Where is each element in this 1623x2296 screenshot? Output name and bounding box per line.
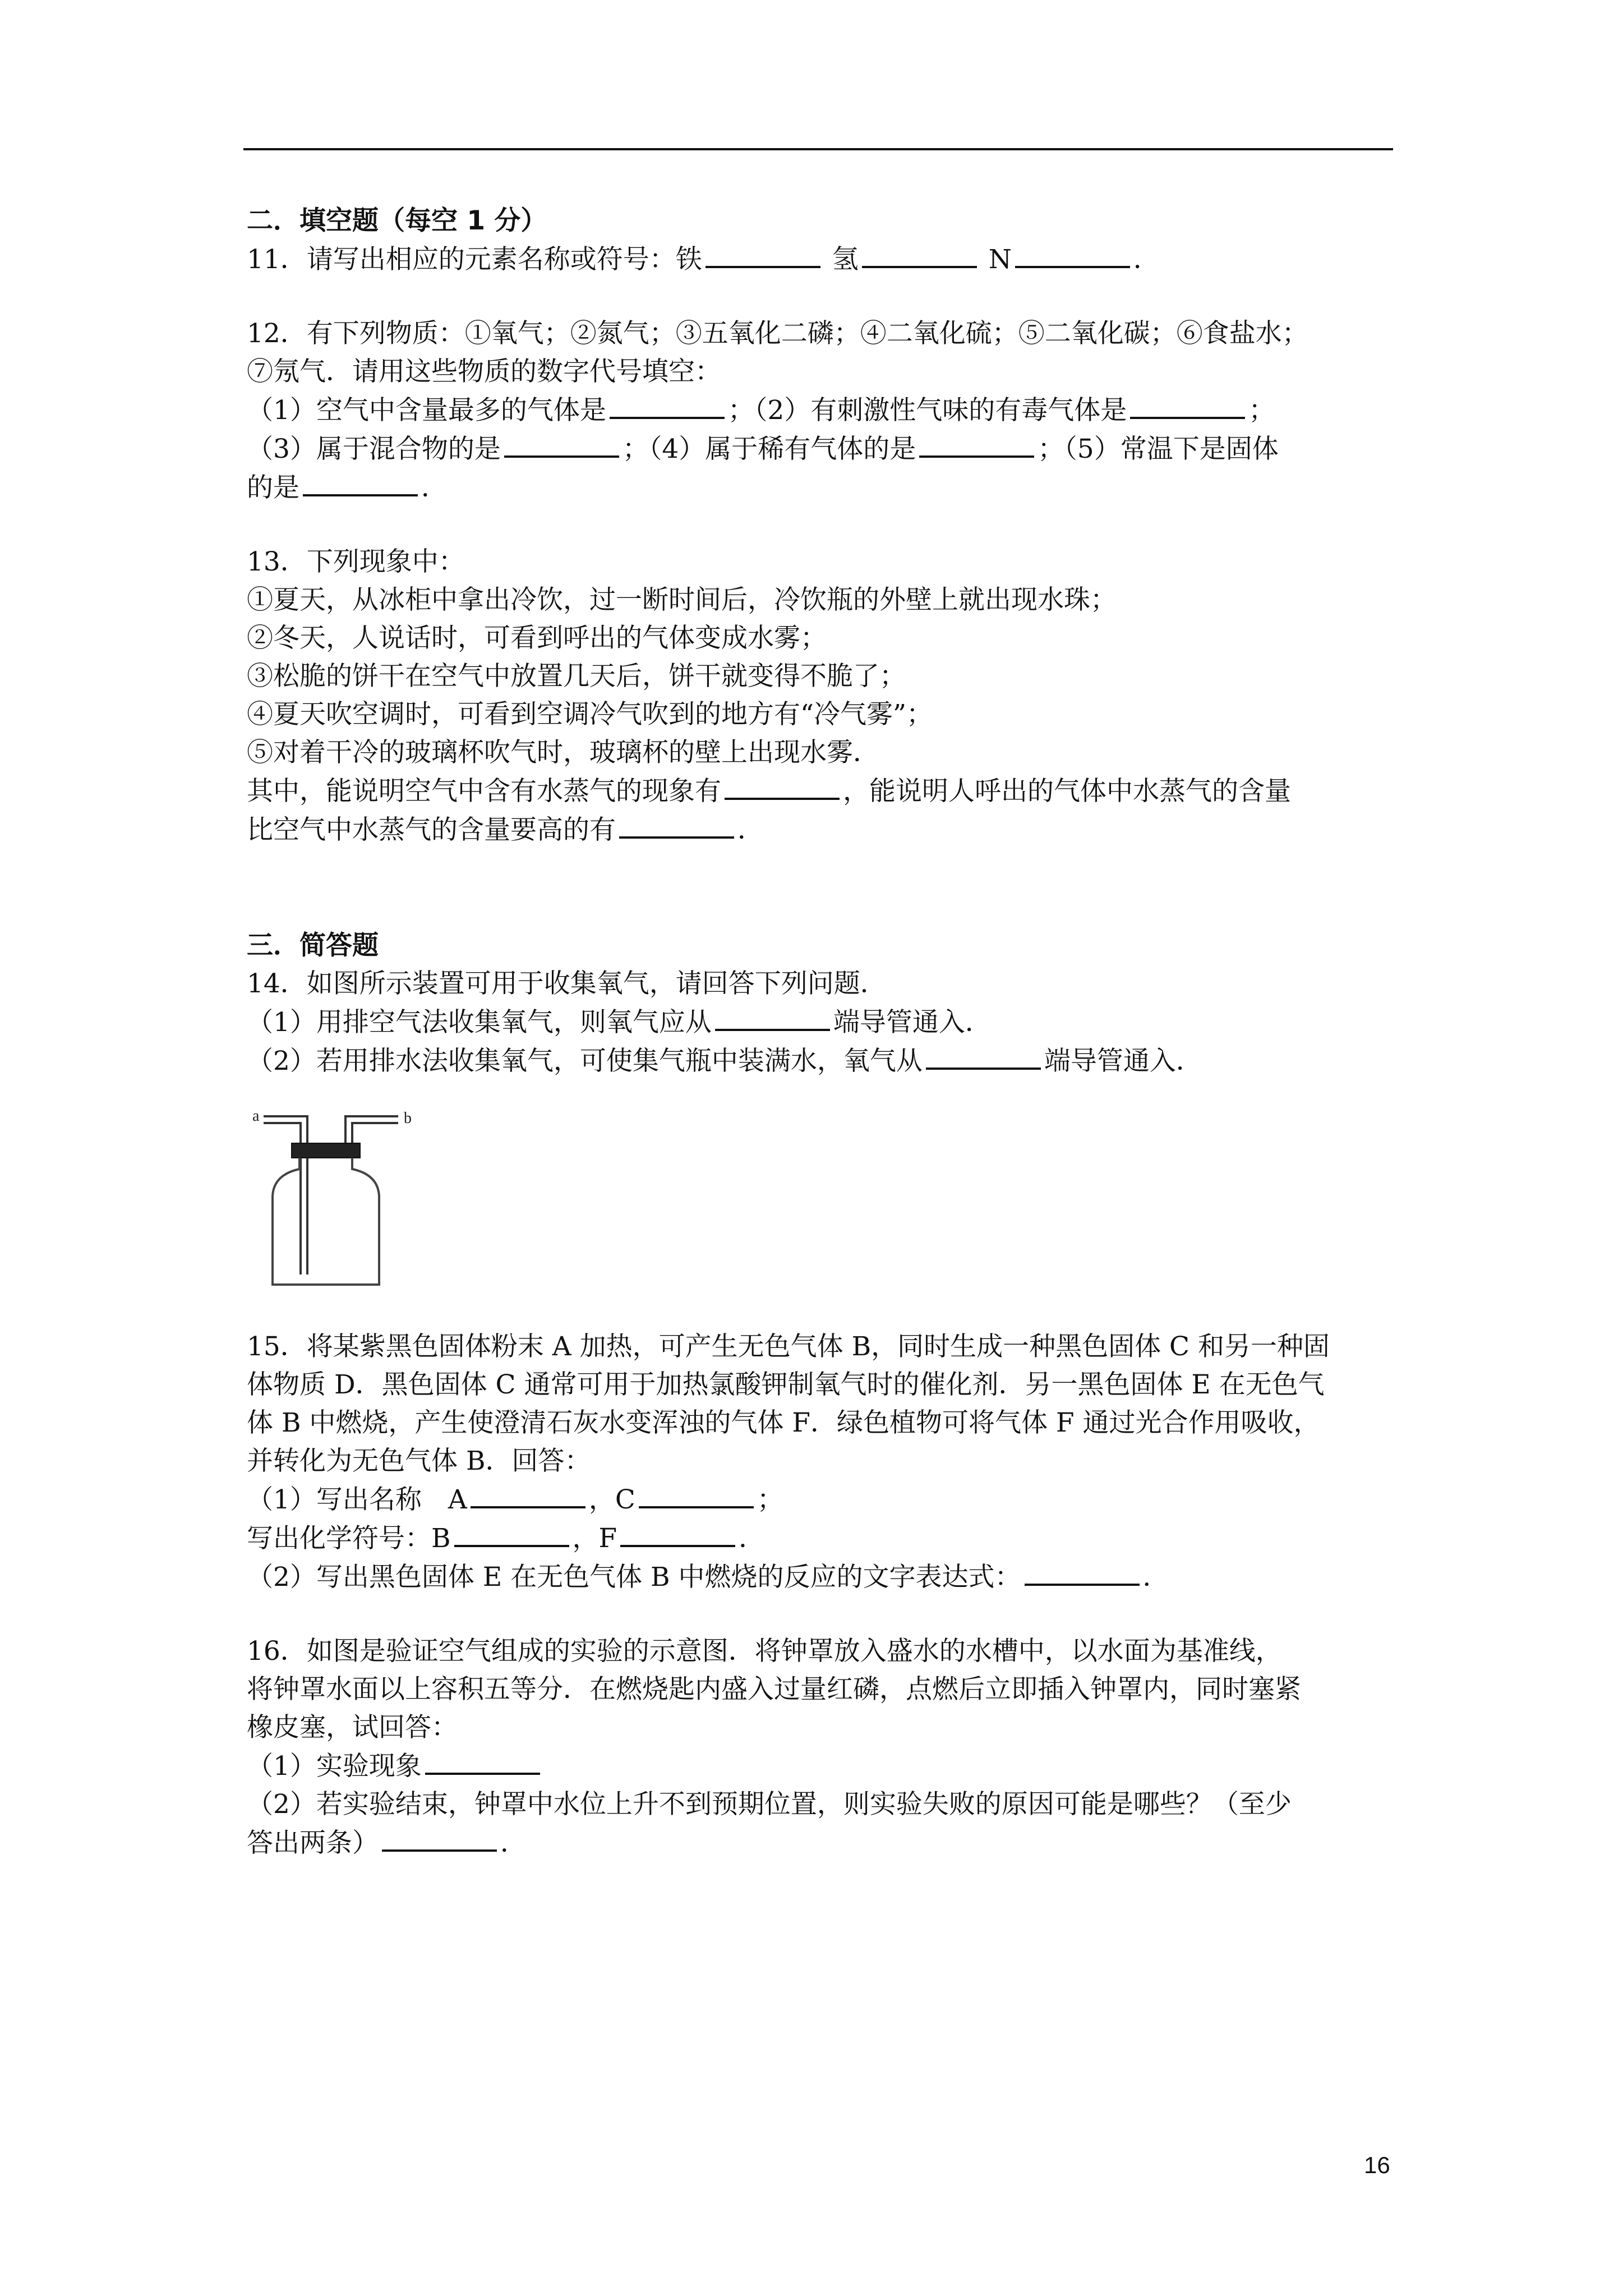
question-13-summary2: 比空气中水蒸气的含量要高的有 ． xyxy=(247,811,1391,849)
question-15-part2: （2）写出黑色固体 E 在无色气体 B 中燃烧的反应的文字表达式： ． xyxy=(247,1558,1391,1596)
question-14-part1: （1）用排空气法收集氧气，则氧气应从 端导管通入． xyxy=(247,1003,1391,1042)
answer-blank[interactable] xyxy=(862,240,977,268)
question-15-line2: 体物质 D．黑色固体 C 通常可用于加热氯酸钾制氧气时的催化剂．另一黑色固体 E 在无色气 xyxy=(247,1369,1325,1400)
question-15-line1: 15．将某紫黑色固体粉末 A 加热，可产生无色气体 B，同时生成一种黑色固体 C 和另一种固 xyxy=(247,1331,1330,1362)
question-15-symbols: 写出化学符号：B ，F ． xyxy=(247,1519,1391,1558)
question-14-part2: （2）若用排水法收集氧气，可使集气瓶中装满水，氧气从 端导管通入． xyxy=(247,1042,1391,1080)
section-3-title: 三．简答题 xyxy=(247,930,379,961)
question-13-item1: ①夏天，从冰柜中拿出冷饮，过一断时间后，冷饮瓶的外壁上就出现水珠； xyxy=(247,585,1117,615)
answer-blank[interactable] xyxy=(725,772,840,800)
answer-blank[interactable] xyxy=(610,391,725,419)
question-12-line4: （3）属于混合物的是 ；（4）属于稀有气体的是 ；（5）常温下是固体 xyxy=(247,430,1391,468)
answer-blank[interactable] xyxy=(619,811,734,839)
document-body xyxy=(247,202,1391,1862)
question-12-line1: 12．有下列物质：①氧气；②氮气；③五氧化二磷；④二氧化硫；⑤二氧化碳；⑥食盐水； xyxy=(247,318,1308,349)
question-16-line1: 16．如图是验证空气组成的实验的示意图．将钟罩放入盛水的水槽中，以水面为基准线， xyxy=(247,1636,1282,1667)
answer-blank[interactable] xyxy=(715,1003,830,1031)
page-number: 16 xyxy=(1364,2152,1390,2178)
question-13-item2: ②冬天，人说话时，可看到呼出的气体变成水雾； xyxy=(247,623,827,654)
answer-blank[interactable] xyxy=(620,1519,735,1547)
answer-blank[interactable] xyxy=(382,1824,497,1852)
tube-label-b: b xyxy=(404,1110,412,1127)
question-15-line3: 体 B 中燃烧，产生使澄清石灰水变浑浊的气体 F．绿色植物可将气体 F 通过光合作用吸收， xyxy=(247,1407,1320,1438)
answer-blank[interactable] xyxy=(1025,1558,1140,1586)
section-2-title: 二．填空题（每空 1 分） xyxy=(247,205,547,236)
question-12-line5: 的是 ． xyxy=(247,468,1391,507)
answer-blank[interactable] xyxy=(425,1747,540,1775)
answer-blank[interactable] xyxy=(454,1519,569,1547)
header-rule xyxy=(243,148,1393,150)
gas-bottle-figure xyxy=(251,1106,1391,1302)
question-16-part2-cont: 答出两条） ． xyxy=(247,1824,1391,1862)
question-13-line1: 13．下列现象中： xyxy=(247,546,465,577)
answer-blank[interactable] xyxy=(303,468,418,496)
question-11: 11．请写出相应的元素名称或符号：铁 氢 N ． xyxy=(247,240,1391,279)
answer-blank[interactable] xyxy=(919,430,1034,458)
question-12-line2: ⑦氖气．请用这些物质的数字代号填空： xyxy=(247,356,721,387)
question-13-item4: ④夏天吹空调时，可看到空调冷气吹到的地方有“冷气雾”； xyxy=(247,699,933,730)
answer-blank[interactable] xyxy=(1015,240,1130,268)
question-15-part1: （1）写出名称 A ，C ； xyxy=(247,1480,1391,1519)
answer-blank[interactable] xyxy=(1130,391,1245,419)
answer-blank[interactable] xyxy=(471,1480,585,1508)
question-13-summary1: 其中，能说明空气中含有水蒸气的现象有 ，能说明人呼出的气体中水蒸气的含量 xyxy=(247,772,1391,811)
question-16-line3: 橡皮塞，试回答： xyxy=(247,1712,458,1743)
question-16-part2: （2）若实验结束，钟罩中水位上升不到预期位置，则实验失败的原因可能是哪些？（至少 xyxy=(247,1789,1292,1820)
answer-blank[interactable] xyxy=(926,1042,1041,1070)
gas-collecting-bottle-diagram xyxy=(251,1106,414,1291)
answer-blank[interactable] xyxy=(504,430,619,458)
question-16-line2: 将钟罩水面以上容积五等分．在燃烧匙内盛入过量红磷，点燃后立即插入钟罩内，同时塞紧 xyxy=(247,1674,1301,1705)
question-12-line3: （1）空气中含量最多的气体是 ；（2）有刺激性气味的有毒气体是 ； xyxy=(247,391,1391,430)
question-16-part1: （1）实验现象 xyxy=(247,1747,1391,1786)
question-15-line4: 并转化为无色气体 B．回答： xyxy=(247,1446,591,1476)
tube-label-a: a xyxy=(252,1107,260,1125)
question-13-item3: ③松脆的饼干在空气中放置几天后，饼干就变得不脆了； xyxy=(247,661,906,692)
answer-blank[interactable] xyxy=(639,1480,754,1508)
question-14-line1: 14．如图所示装置可用于收集氧气，请回答下列问题． xyxy=(247,968,887,999)
answer-blank[interactable] xyxy=(706,240,820,268)
question-13-item5: ⑤对着干冷的玻璃杯吹气时，玻璃杯的壁上出现水雾． xyxy=(247,737,879,768)
